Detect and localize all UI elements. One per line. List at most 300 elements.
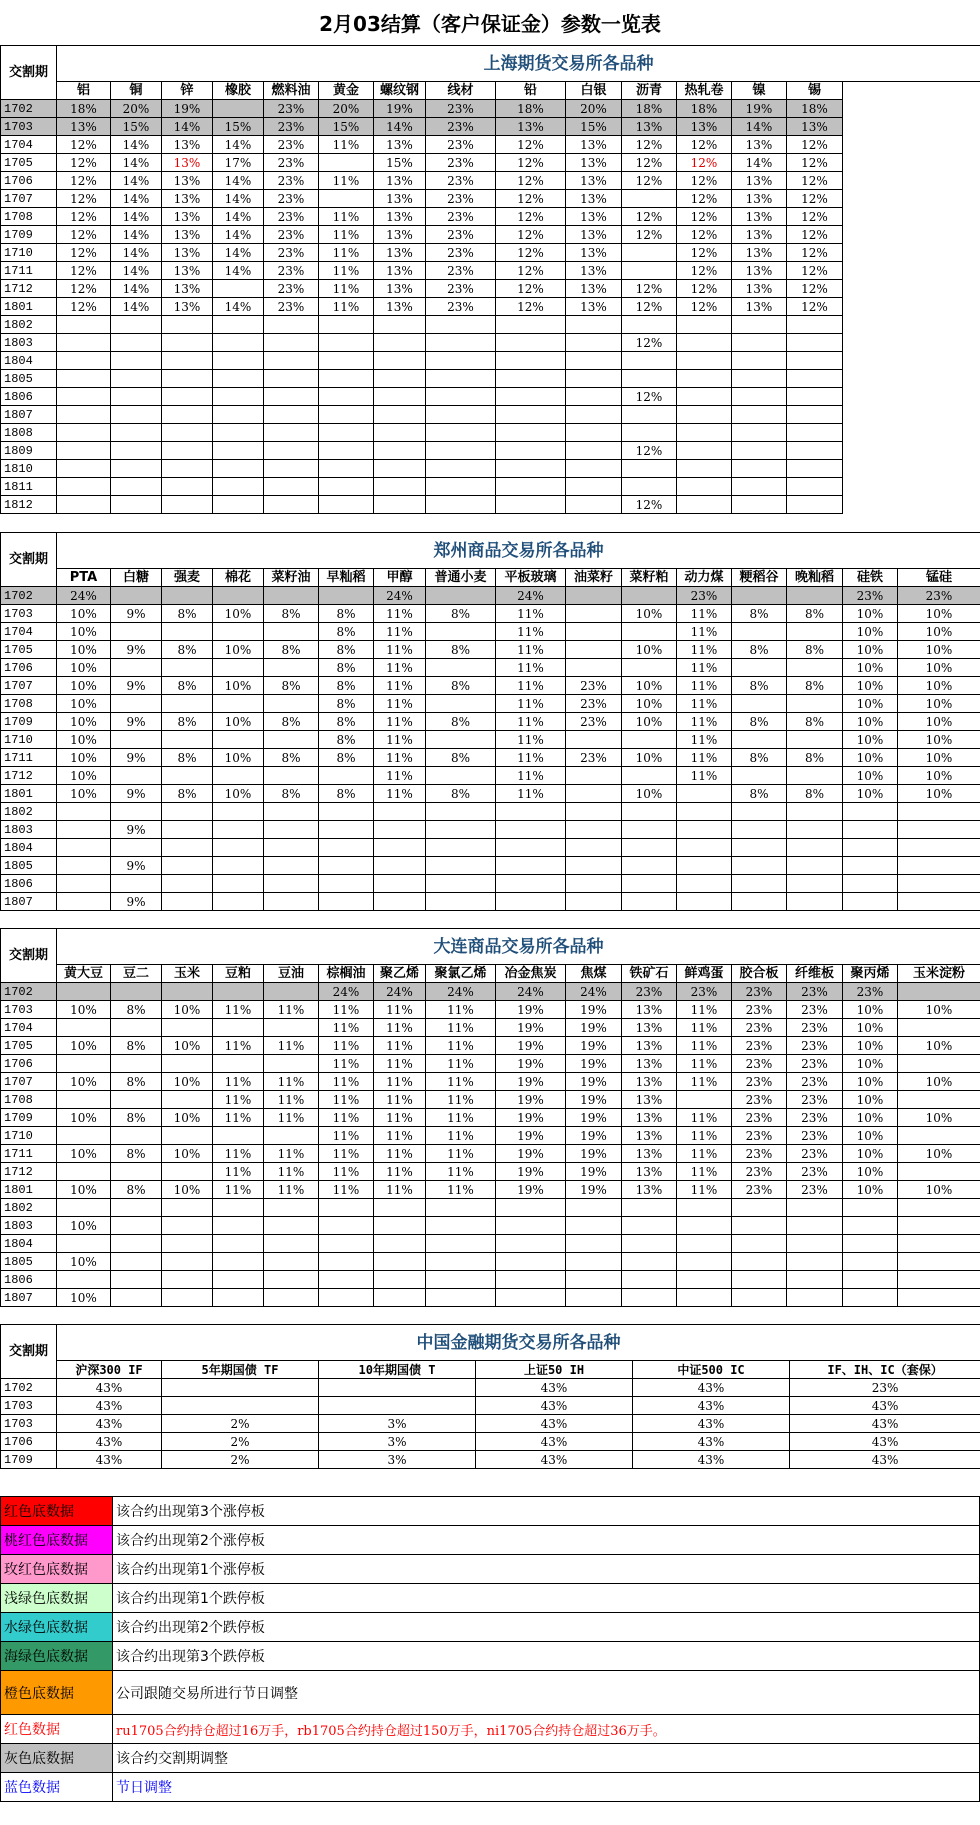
margin-cell <box>898 1019 980 1037</box>
blank-cell <box>843 280 980 298</box>
margin-cell: 8% <box>732 785 787 803</box>
table-row <box>1 983 980 1001</box>
margin-cell: 11% <box>677 641 732 659</box>
legend-swatch: 桃红色底数据 <box>1 1526 113 1555</box>
contract-month: 1805 <box>1 857 57 875</box>
margin-cell <box>111 1019 162 1037</box>
table-row <box>1 154 980 172</box>
margin-cell <box>264 857 319 875</box>
margin-cell: 23% <box>677 587 732 605</box>
margin-cell: 23% <box>264 298 319 316</box>
margin-cell: 8% <box>319 749 374 767</box>
margin-cell <box>898 803 980 821</box>
margin-cell <box>111 460 162 478</box>
margin-cell: 11% <box>213 1109 264 1127</box>
margin-cell: 23% <box>898 587 980 605</box>
margin-cell: 13% <box>622 1163 677 1181</box>
margin-cell <box>566 659 622 677</box>
legend-row <box>1 1773 980 1802</box>
margin-cell: 10% <box>57 605 111 623</box>
margin-cell <box>213 1199 264 1217</box>
product-header: 镍 <box>732 82 787 100</box>
margin-cell <box>162 1271 213 1289</box>
margin-cell <box>496 1199 566 1217</box>
blank-cell <box>843 496 980 514</box>
margin-cell: 17% <box>213 154 264 172</box>
table-row <box>1 659 980 677</box>
margin-cell <box>57 424 111 442</box>
product-header: 聚乙烯 <box>374 965 426 983</box>
margin-cell <box>898 1289 980 1307</box>
margin-cell <box>57 1055 111 1073</box>
margin-cell <box>898 1127 980 1145</box>
table-row <box>1 460 980 478</box>
table-row <box>1 893 980 911</box>
margin-cell: 10% <box>57 1289 111 1307</box>
margin-cell: 14% <box>111 172 162 190</box>
margin-cell: 10% <box>843 677 898 695</box>
margin-cell: 10% <box>898 641 980 659</box>
margin-cell: 43% <box>476 1397 633 1415</box>
margin-cell: 10% <box>898 785 980 803</box>
margin-cell: 10% <box>898 1181 980 1199</box>
margin-cell: 10% <box>213 749 264 767</box>
margin-cell: 11% <box>374 1109 426 1127</box>
margin-cell: 19% <box>496 1019 566 1037</box>
margin-cell <box>374 1271 426 1289</box>
margin-cell: 10% <box>843 749 898 767</box>
margin-cell: 10% <box>843 1127 898 1145</box>
margin-cell <box>677 424 732 442</box>
margin-cell: 12% <box>787 280 843 298</box>
margin-cell <box>732 893 787 911</box>
section-title: 郑州商品交易所各品种 <box>57 533 980 569</box>
margin-cell <box>374 857 426 875</box>
margin-cell <box>111 1127 162 1145</box>
margin-cell: 19% <box>566 1073 622 1091</box>
contract-month: 1710 <box>1 731 57 749</box>
contract-month: 1807 <box>1 1289 57 1307</box>
contract-month: 1811 <box>1 478 57 496</box>
margin-cell: 11% <box>496 749 566 767</box>
margin-cell <box>732 442 787 460</box>
margin-cell: 12% <box>787 172 843 190</box>
table-row <box>1 478 980 496</box>
margin-cell <box>57 370 111 388</box>
product-header: 油菜籽 <box>566 569 622 587</box>
contract-month: 1708 <box>1 695 57 713</box>
margin-cell <box>566 442 622 460</box>
margin-cell: 11% <box>319 1073 374 1091</box>
contract-month: 1706 <box>1 659 57 677</box>
margin-cell <box>622 352 677 370</box>
margin-cell: 23% <box>787 1109 843 1127</box>
table-row <box>1 298 980 316</box>
contract-month: 1808 <box>1 424 57 442</box>
margin-cell: 8% <box>787 749 843 767</box>
margin-cell <box>319 1217 374 1235</box>
margin-cell: 8% <box>264 677 319 695</box>
margin-cell: 11% <box>426 1055 496 1073</box>
margin-cell: 11% <box>677 1001 732 1019</box>
margin-cell: 19% <box>566 1127 622 1145</box>
margin-cell <box>898 1253 980 1271</box>
margin-cell <box>566 731 622 749</box>
margin-cell: 19% <box>496 1037 566 1055</box>
margin-cell: 11% <box>677 731 732 749</box>
product-header: 5年期国债 TF <box>162 1361 319 1379</box>
margin-cell: 14% <box>111 154 162 172</box>
margin-cell <box>732 1271 787 1289</box>
margin-cell <box>732 623 787 641</box>
margin-cell: 19% <box>162 100 213 118</box>
margin-cell <box>496 424 566 442</box>
margin-cell <box>319 1235 374 1253</box>
margin-cell: 43% <box>57 1451 162 1469</box>
table-row <box>1 839 980 857</box>
margin-cell: 23% <box>787 1055 843 1073</box>
legend-description: 该合约出现第1个跌停板 <box>113 1584 980 1613</box>
margin-cell <box>426 893 496 911</box>
margin-cell <box>787 893 843 911</box>
margin-cell: 23% <box>426 280 496 298</box>
margin-cell: 2% <box>162 1451 319 1469</box>
margin-cell: 12% <box>496 280 566 298</box>
contract-month: 1702 <box>1 983 57 1001</box>
margin-cell: 13% <box>732 136 787 154</box>
product-header: 螺纹钢 <box>374 82 426 100</box>
product-header: 胶合板 <box>732 965 787 983</box>
table-row <box>1 731 980 749</box>
margin-cell <box>622 478 677 496</box>
margin-cell <box>732 857 787 875</box>
contract-month: 1709 <box>1 1451 57 1469</box>
margin-cell: 23% <box>790 1379 980 1397</box>
margin-cell <box>111 731 162 749</box>
table-row <box>1 1289 980 1307</box>
margin-cell: 11% <box>213 1037 264 1055</box>
product-header: 中证500 IC <box>633 1361 790 1379</box>
product-header: 菜籽粕 <box>622 569 677 587</box>
margin-cell: 8% <box>111 1037 162 1055</box>
margin-cell <box>319 857 374 875</box>
contract-month: 1706 <box>1 1433 57 1451</box>
margin-cell: 12% <box>57 190 111 208</box>
margin-cell: 23% <box>732 1055 787 1073</box>
margin-cell <box>374 1217 426 1235</box>
margin-cell: 11% <box>264 1091 319 1109</box>
margin-cell: 12% <box>677 226 732 244</box>
product-header: 锰硅 <box>898 569 980 587</box>
product-header: 铅 <box>496 82 566 100</box>
margin-cell: 43% <box>476 1415 633 1433</box>
margin-cell <box>566 1217 622 1235</box>
margin-cell: 10% <box>843 1091 898 1109</box>
contract-month: 1703 <box>1 1397 57 1415</box>
margin-cell: 14% <box>213 244 264 262</box>
margin-cell <box>787 1289 843 1307</box>
margin-cell: 11% <box>496 605 566 623</box>
margin-cell: 11% <box>264 1001 319 1019</box>
margin-cell: 10% <box>843 1163 898 1181</box>
margin-cell: 8% <box>264 605 319 623</box>
margin-cell <box>496 1235 566 1253</box>
product-header: PTA <box>57 569 111 587</box>
margin-cell <box>213 623 264 641</box>
margin-cell <box>566 1199 622 1217</box>
cffex-section <box>0 1324 980 1469</box>
margin-cell: 12% <box>57 226 111 244</box>
margin-cell: 11% <box>426 1001 496 1019</box>
margin-cell <box>677 406 732 424</box>
margin-cell: 23% <box>426 226 496 244</box>
margin-cell <box>732 695 787 713</box>
page-title: 2月03结算（客户保证金）参数一览表 <box>319 12 661 36</box>
margin-cell <box>57 839 111 857</box>
margin-cell: 8% <box>426 749 496 767</box>
margin-cell <box>213 460 264 478</box>
margin-cell: 12% <box>677 280 732 298</box>
margin-cell <box>787 659 843 677</box>
margin-cell <box>319 1289 374 1307</box>
margin-cell: 8% <box>426 605 496 623</box>
margin-cell: 14% <box>111 190 162 208</box>
contract-month: 1702 <box>1 587 57 605</box>
margin-cell <box>374 839 426 857</box>
margin-cell <box>319 370 374 388</box>
contract-month: 1705 <box>1 154 57 172</box>
margin-cell <box>787 803 843 821</box>
dce-table <box>0 928 980 1307</box>
margin-cell: 10% <box>843 1181 898 1199</box>
margin-cell <box>426 388 496 406</box>
margin-cell: 43% <box>57 1415 162 1433</box>
margin-cell: 13% <box>732 244 787 262</box>
blank-cell <box>843 82 980 100</box>
margin-cell: 12% <box>677 136 732 154</box>
margin-cell <box>162 623 213 641</box>
margin-cell <box>162 1091 213 1109</box>
margin-cell <box>677 1199 732 1217</box>
margin-cell: 11% <box>496 695 566 713</box>
margin-cell <box>213 821 264 839</box>
margin-cell <box>787 767 843 785</box>
margin-cell: 10% <box>57 1109 111 1127</box>
margin-cell <box>566 478 622 496</box>
table-row <box>1 713 980 731</box>
margin-cell: 10% <box>57 731 111 749</box>
margin-cell <box>264 1199 319 1217</box>
margin-cell: 11% <box>374 749 426 767</box>
margin-cell <box>57 316 111 334</box>
margin-cell: 18% <box>787 100 843 118</box>
margin-cell <box>898 839 980 857</box>
margin-cell <box>264 803 319 821</box>
row-header: 交割期 <box>1 1325 57 1379</box>
margin-cell: 13% <box>622 1037 677 1055</box>
margin-cell: 13% <box>374 136 426 154</box>
margin-cell <box>426 1271 496 1289</box>
margin-cell: 11% <box>319 1091 374 1109</box>
margin-cell: 13% <box>622 1181 677 1199</box>
margin-cell <box>264 1253 319 1271</box>
margin-cell: 8% <box>162 713 213 731</box>
margin-cell: 19% <box>496 1055 566 1073</box>
margin-cell <box>677 352 732 370</box>
margin-cell <box>677 442 732 460</box>
margin-cell: 19% <box>496 1181 566 1199</box>
margin-cell <box>213 983 264 1001</box>
margin-cell: 11% <box>374 1055 426 1073</box>
margin-cell: 12% <box>622 496 677 514</box>
margin-cell: 8% <box>319 677 374 695</box>
margin-cell <box>264 767 319 785</box>
legend-swatch: 蓝色数据 <box>1 1773 113 1802</box>
margin-cell <box>622 370 677 388</box>
margin-cell: 20% <box>111 100 162 118</box>
table-row <box>1 208 980 226</box>
legend-row <box>1 1526 980 1555</box>
margin-cell: 14% <box>111 244 162 262</box>
margin-cell: 15% <box>319 118 374 136</box>
margin-cell <box>732 1235 787 1253</box>
margin-cell: 11% <box>677 623 732 641</box>
margin-cell: 19% <box>496 1145 566 1163</box>
margin-cell <box>426 857 496 875</box>
margin-cell: 11% <box>374 623 426 641</box>
margin-cell: 12% <box>787 208 843 226</box>
margin-cell: 12% <box>496 154 566 172</box>
margin-cell: 12% <box>622 172 677 190</box>
margin-cell <box>732 875 787 893</box>
margin-cell <box>111 316 162 334</box>
margin-cell <box>57 478 111 496</box>
table-row <box>1 1415 980 1433</box>
margin-cell: 9% <box>111 605 162 623</box>
margin-cell <box>162 316 213 334</box>
margin-cell <box>677 1091 732 1109</box>
margin-cell <box>374 442 426 460</box>
margin-cell <box>732 659 787 677</box>
margin-cell <box>111 1253 162 1271</box>
margin-cell: 23% <box>426 154 496 172</box>
margin-cell: 3% <box>319 1433 476 1451</box>
margin-cell: 13% <box>566 226 622 244</box>
margin-cell <box>622 460 677 478</box>
margin-cell <box>622 244 677 262</box>
margin-cell <box>264 334 319 352</box>
contract-month: 1707 <box>1 190 57 208</box>
margin-cell <box>162 803 213 821</box>
margin-cell <box>787 316 843 334</box>
margin-cell: 9% <box>111 713 162 731</box>
product-header: 豆二 <box>111 965 162 983</box>
margin-cell <box>374 1235 426 1253</box>
margin-cell: 8% <box>264 749 319 767</box>
product-header: 豆粕 <box>213 965 264 983</box>
margin-cell <box>162 406 213 424</box>
margin-cell: 10% <box>898 695 980 713</box>
margin-cell: 23% <box>264 190 319 208</box>
contract-month: 1803 <box>1 821 57 839</box>
margin-cell: 11% <box>374 713 426 731</box>
table-row <box>1 262 980 280</box>
margin-cell: 8% <box>732 641 787 659</box>
product-header: 橡胶 <box>213 82 264 100</box>
contract-month: 1804 <box>1 839 57 857</box>
margin-cell: 14% <box>213 172 264 190</box>
margin-cell: 12% <box>496 226 566 244</box>
margin-cell: 19% <box>566 1109 622 1127</box>
margin-cell <box>843 893 898 911</box>
margin-cell: 43% <box>476 1451 633 1469</box>
margin-cell <box>111 496 162 514</box>
margin-cell: 8% <box>111 1181 162 1199</box>
margin-cell: 18% <box>496 100 566 118</box>
margin-cell: 13% <box>732 226 787 244</box>
margin-cell <box>111 659 162 677</box>
margin-cell <box>264 496 319 514</box>
table-row <box>1 244 980 262</box>
margin-cell: 23% <box>426 172 496 190</box>
product-header: 白银 <box>566 82 622 100</box>
margin-cell: 12% <box>622 280 677 298</box>
margin-cell <box>162 587 213 605</box>
margin-cell <box>162 1253 213 1271</box>
margin-cell: 11% <box>496 659 566 677</box>
margin-cell: 43% <box>633 1451 790 1469</box>
margin-cell: 8% <box>787 713 843 731</box>
margin-cell <box>677 893 732 911</box>
margin-cell: 10% <box>898 1073 980 1091</box>
margin-cell <box>111 695 162 713</box>
margin-cell: 8% <box>111 1145 162 1163</box>
contract-month: 1707 <box>1 677 57 695</box>
margin-cell: 11% <box>426 1163 496 1181</box>
margin-cell <box>213 587 264 605</box>
margin-cell <box>264 1055 319 1073</box>
margin-cell: 12% <box>496 172 566 190</box>
margin-cell: 11% <box>374 785 426 803</box>
margin-cell: 10% <box>57 1181 111 1199</box>
contract-month: 1705 <box>1 1037 57 1055</box>
margin-cell: 8% <box>319 623 374 641</box>
margin-cell: 10% <box>898 1145 980 1163</box>
contract-month: 1710 <box>1 1127 57 1145</box>
contract-month: 1703 <box>1 1415 57 1433</box>
row-header: 交割期 <box>1 46 57 100</box>
margin-cell <box>622 1289 677 1307</box>
margin-cell <box>843 803 898 821</box>
table-row <box>1 875 980 893</box>
margin-cell: 12% <box>787 136 843 154</box>
margin-cell <box>319 839 374 857</box>
margin-cell: 10% <box>57 1253 111 1271</box>
margin-cell: 12% <box>787 244 843 262</box>
margin-cell <box>264 1217 319 1235</box>
margin-cell <box>213 100 264 118</box>
margin-cell: 19% <box>496 1109 566 1127</box>
margin-cell <box>787 334 843 352</box>
margin-cell: 9% <box>111 677 162 695</box>
margin-cell <box>898 821 980 839</box>
contract-month: 1703 <box>1 1001 57 1019</box>
legend-swatch: 红色数据 <box>1 1715 113 1744</box>
margin-cell <box>319 316 374 334</box>
margin-cell: 13% <box>162 190 213 208</box>
contract-month: 1806 <box>1 875 57 893</box>
margin-cell: 10% <box>57 713 111 731</box>
